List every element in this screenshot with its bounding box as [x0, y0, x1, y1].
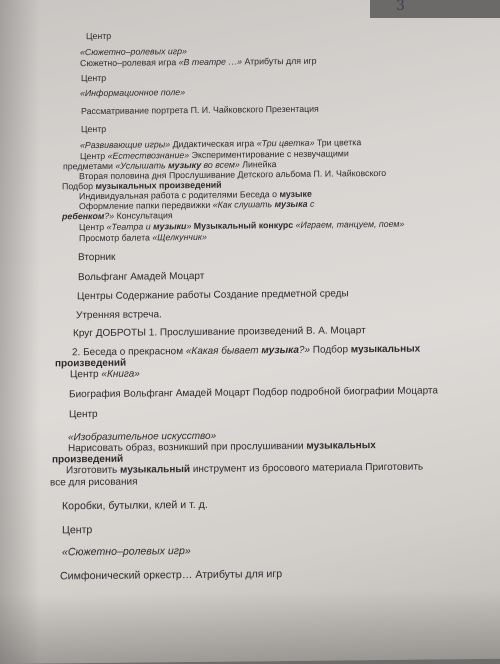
text-run: Сюжетно–ролевая игра	[80, 57, 179, 69]
text-run: ?»	[104, 210, 115, 221]
doc-line	[62, 525, 92, 536]
doc-line	[62, 546, 191, 558]
doc-line	[80, 87, 185, 99]
doc-line	[68, 440, 376, 454]
text-run: Центр	[79, 221, 107, 233]
text-run: Три цветка	[314, 137, 362, 148]
text-run: Музыкальный конкурс	[193, 219, 294, 231]
text-run: Биография Вольфганг Амадей Моцарт Подбор подробной биографии Моцарта	[69, 385, 438, 401]
doc-line	[86, 31, 111, 42]
text-run: «Развивающие игры»	[80, 139, 171, 151]
text-run: Вторая половина дня Прослушивание Детского альбома П. И. Чайковского	[79, 167, 387, 182]
doc-line	[79, 232, 207, 244]
text-run: «Сюжетно–ролевых игр»	[62, 545, 191, 559]
text-run: Вольфганг Амадей Моцарт	[78, 270, 205, 284]
text-run: «Сюжетно–ролевых игр»	[80, 46, 187, 58]
text-run: Подбор	[310, 344, 351, 356]
text-run: «Играем, танцуем, поем»	[295, 218, 405, 230]
text-run: Центры Содержание работы Создание предметной среды	[77, 288, 349, 303]
text-run: музыка	[274, 198, 308, 210]
doc-line	[77, 288, 349, 302]
text-run: предметами	[63, 160, 116, 172]
doc-line	[55, 358, 126, 370]
text-run: «Какая бывает	[185, 345, 262, 358]
doc-line	[81, 124, 106, 135]
text-run: музыкальных	[350, 343, 421, 356]
text-run: Центр	[69, 408, 98, 421]
page-number-mark: 3	[396, 0, 405, 14]
text-run: музыку	[168, 159, 202, 171]
text-run: Круг ДОБРОТЫ 1. Прослушивание произведений В. А. Моцарт	[73, 325, 366, 340]
doc-line	[81, 104, 319, 117]
text-run: произведений	[55, 357, 127, 370]
text-run: Центр	[86, 30, 112, 42]
text-run: Центр	[80, 150, 108, 162]
text-run: Дидактическая игра	[170, 138, 257, 150]
text-run: Рассматривание портрета П. И. Чайковского Презентация	[81, 103, 319, 117]
text-run: «Изобразительное искусство»	[68, 430, 217, 444]
doc-line	[69, 385, 438, 400]
doc-line	[50, 477, 138, 489]
text-run: Нарисовать образ, возникший при прослушивании	[68, 440, 307, 455]
doc-line	[79, 219, 404, 233]
text-run: во всем»	[201, 159, 240, 170]
text-run: «Щелкунчик»	[152, 231, 207, 243]
text-run: Линейка	[239, 159, 277, 170]
text-run: Оформление папки передвижки	[79, 199, 213, 212]
text-run: музыкальный	[120, 464, 191, 476]
text-run: Просмотр балета	[79, 232, 153, 244]
doc-line	[78, 271, 204, 283]
text-run: Индивидуальная работа с родителями Беседа о	[79, 189, 280, 202]
text-run: ребенком	[62, 210, 105, 222]
text-run: Консультация	[114, 210, 173, 221]
text-run: Изготовить	[66, 464, 121, 477]
text-run: Коробки, бутылки, клей и т. д.	[62, 498, 208, 513]
text-run: «Естествознание»	[107, 150, 190, 161]
text-run: Центр	[81, 72, 107, 84]
text-run: все для рисования	[50, 476, 138, 489]
text-run: «Театра и	[106, 221, 154, 232]
page-shadow-left	[0, 0, 40, 664]
text-run: Утренняя встреча.	[76, 309, 162, 322]
text-run: Центр	[70, 368, 102, 381]
text-run: произведений	[52, 453, 124, 466]
doc-line	[76, 309, 162, 321]
text-run: музыка	[261, 344, 299, 357]
page-shadow-bottom	[0, 589, 500, 664]
doc-line	[81, 73, 106, 84]
doc-line	[62, 500, 208, 513]
text-run: «Информационное поле»	[80, 87, 186, 99]
text-run: «В театре …»	[178, 56, 243, 68]
doc-line	[60, 569, 282, 582]
doc-line	[70, 369, 140, 381]
text-run: инструмент из бросового материала Приготовить	[190, 461, 424, 476]
text-run: «Три цветка»	[256, 137, 315, 149]
text-run: »	[186, 220, 192, 232]
background-corner	[370, 0, 500, 18]
text-run: Вторник	[78, 251, 116, 264]
doc-line	[72, 344, 420, 359]
text-run: музыкальных	[306, 440, 376, 452]
text-run: Симфонический оркестр… Атрибуты для игр	[60, 568, 283, 583]
text-run: Экспериментирование с незвучащими	[189, 148, 349, 161]
text-run: «Как слушать	[212, 199, 275, 210]
text-run: музыке	[279, 188, 312, 200]
text-run: музыкальных произведений	[95, 179, 222, 192]
doc-line	[66, 462, 423, 477]
text-run: Центр	[81, 123, 107, 135]
text-run: «Книга»	[101, 368, 140, 380]
doc-line	[78, 252, 115, 263]
text-run: Атрибуты для игр	[242, 55, 317, 67]
text-run: 2. Беседа о прекрасном	[72, 346, 186, 359]
text-run: ?»	[298, 344, 311, 356]
doc-line	[69, 409, 98, 420]
doc-line	[52, 454, 123, 466]
text-run: музыки	[153, 221, 187, 232]
text-run: Центр	[62, 524, 93, 537]
text-run: «Услышать	[115, 160, 169, 171]
doc-line	[80, 56, 317, 69]
doc-line	[73, 325, 366, 339]
text-run: с	[307, 198, 315, 209]
text-run: Подбор	[62, 181, 96, 192]
